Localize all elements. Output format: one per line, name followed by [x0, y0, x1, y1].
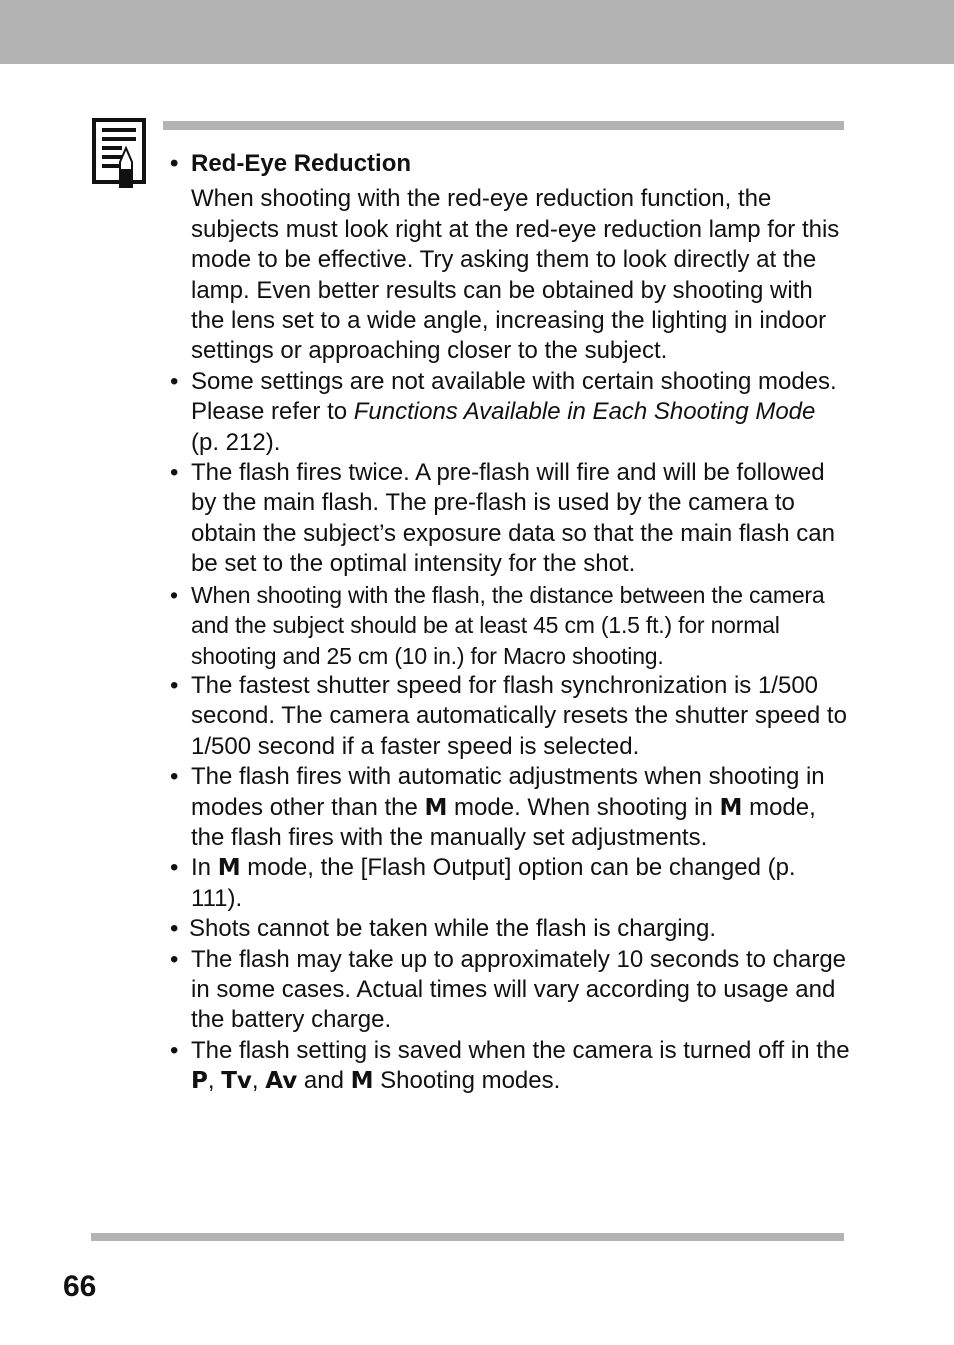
mode-tv-icon: Tv: [221, 1068, 252, 1095]
list-item: [170, 458, 850, 580]
item-reference: Functions Available in Each Shooting Mode: [353, 398, 816, 426]
bullet: •: [170, 581, 178, 608]
item-text: mode, the [Flash Output] option can be changed (p. 111).: [191, 854, 796, 912]
item-text: The flash setting is saved when the camera is turned off in the: [191, 1036, 850, 1064]
item-text: In: [191, 854, 218, 882]
bullet: •: [170, 671, 179, 699]
item-text: Shots cannot be taken while the flash is charging.: [189, 915, 716, 943]
item-text: The flash may take up to approximately 10 seconds to charge in some cases. Actual times will vary according to usage and the battery charge.: [191, 945, 847, 1034]
mode-m-icon: M: [424, 794, 448, 821]
list-item: [170, 914, 850, 944]
item-text: When shooting with the red-eye reduction function, the subjects must look right at the red-eye reduction lamp for this mode to be effective. Try asking them to look directly at the lamp. Even better results can be obtained by shooting with the lens set to a wide angle, increasing the lighting in indoor settings or approaching closer to the subject.: [191, 185, 840, 365]
item-text: The fastest shutter speed for flash synchronization is 1/500 second. The camera automatically resets the shutter speed to 1/500 second if a faster speed is selected.: [191, 671, 847, 760]
top-rule: [163, 121, 844, 130]
item-text: ,: [207, 1067, 222, 1095]
bullet: •: [170, 367, 179, 395]
bullet: •: [170, 915, 179, 943]
bottom-rule: [91, 1233, 844, 1241]
mode-m-icon: M: [719, 794, 743, 821]
list-item: [170, 762, 850, 853]
item-text: (p. 212).: [191, 428, 281, 456]
mode-av-icon: Av: [265, 1068, 298, 1095]
bullet: •: [170, 1036, 179, 1064]
item-text: ,: [251, 1067, 266, 1095]
item-text: Some settings are not available with certain shooting modes. Please refer to: [191, 367, 837, 426]
list-item: [170, 671, 850, 762]
mode-p-icon: P: [191, 1068, 208, 1095]
list-item: [170, 580, 850, 671]
notes-list: [170, 149, 850, 1097]
bullet: •: [170, 945, 179, 973]
section-title: Red-Eye Reduction: [191, 150, 412, 177]
item-text: mode. When shooting in: [447, 793, 720, 821]
item-text: The flash fires with automatic adjustments when shooting in modes other than the: [191, 763, 825, 821]
item-text: and: [297, 1067, 351, 1095]
header-band: [0, 0, 954, 64]
item-text: mode, the flash fires with the manually set adjustments.: [191, 793, 816, 851]
bullet: •: [170, 150, 179, 177]
bullet: •: [170, 459, 179, 487]
list-item: [170, 945, 850, 1036]
list-item: [170, 367, 850, 458]
list-item: [170, 1036, 850, 1097]
memo-pencil-icon: [92, 118, 146, 190]
mode-m-icon: M: [350, 1068, 374, 1095]
bullet: •: [170, 763, 179, 791]
mode-m-icon: M: [217, 855, 241, 882]
item-text: When shooting with the flash, the distance between the camera and the subject should be at least 45 cm (1.5 ft.) for normal shooting and 25 cm (10 in.) for Macro shooting.: [191, 581, 825, 669]
page-number: 66: [63, 1270, 97, 1303]
item-text: Shooting modes.: [373, 1067, 561, 1095]
item-text: The flash fires twice. A pre-flash will fire and will be followed by the main flash. The pre-flash is used by the camera to obtain the subject’s exposure data so that the main flash can be set to the optimal intensity for the shot.: [191, 459, 835, 578]
list-item: [170, 853, 850, 914]
list-item: [170, 149, 850, 367]
bullet: •: [170, 854, 179, 882]
